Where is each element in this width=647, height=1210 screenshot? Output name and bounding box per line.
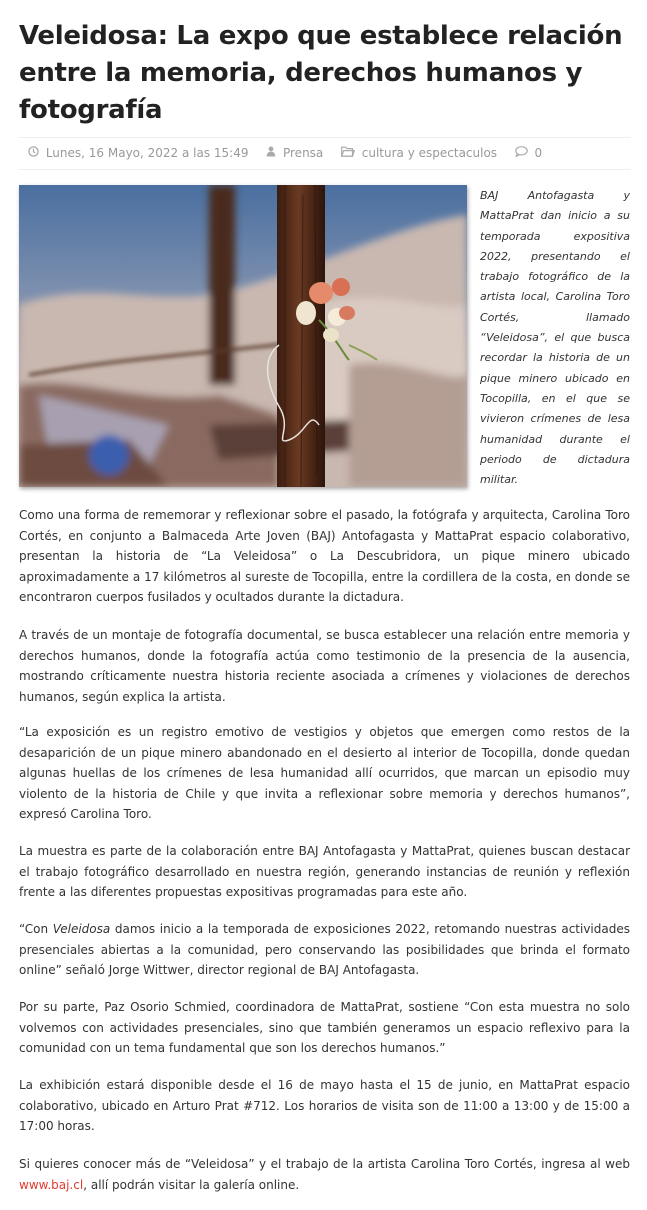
paragraph-8-end: , allí podrán visitar la galería online. <box>83 1177 300 1192</box>
baj-website-link[interactable]: www.baj.cl <box>19 1177 84 1192</box>
exhibition-name: Veleidosa <box>52 922 111 936</box>
paragraph-5-rest: damos inicio a la temporada de exposiciones 2022, retomando nuestras actividades presenciales abiertas a la comunidad, pero conservando las posibilidades que brinda el formato online” señaló Jorge Wittwer, director regional de BAJ Antofagasta. <box>19 922 630 977</box>
paragraph-5 <box>19 919 630 981</box>
article-photo <box>19 185 467 487</box>
paragraph-6: Por su parte, Paz Osorio Schmied, coordinadora de MattaPrat, sostiene “Con esta muestra no solo volvemos con actividades presenciales, sino que también generamos un espacio reflexivo para la comunidad con un tema fundamental que son los derechos humanos.” <box>19 1000 630 1055</box>
paragraph-2: A través de un montaje de fotografía documental, se busca establecer una relación entre memoria y derechos humanos, donde la fotografía actúa como testimonio de la presencia de la ausencia, mostrando críticamente nuestra historia reciente asociada a crímenes y violaciones de derechos humanos, según explica la artista. <box>19 628 630 704</box>
paragraph-8-start: Si quieres conocer más de “Veleidosa” y el trabajo de la artista Carolina Toro Cortés, ingresa al web <box>19 1157 630 1171</box>
article-intro: BAJ Antofagasta y MattaPrat dan inicio a su temporada expositiva 2022, presentando el trabajo fotográfico de la artista local, Carolina Toro Cortés, llamado “Veleidosa”, el que busca recordar la historia de un pique minero ubicado en Tocopilla, en el que se vivieron crímenes de lesa humanidad durante el periodo de dictadura militar. <box>480 189 630 487</box>
post-category-link[interactable]: cultura y espectaculos <box>361 145 498 160</box>
paragraph-7: La exhibición estará disponible desde el 16 de mayo hasta el 15 de junio, en MattaPrat espacio colaborativo, ubicado en Arturo Prat #712. Los horarios de visita son de 11:00 a 13:00 y de 15:00 a 17:00 horas. <box>19 1078 630 1133</box>
post-date[interactable]: Lunes, 16 Mayo, 2022 a las 15:49 <box>45 145 249 160</box>
paragraph-3: “La exposición es un registro emotivo de vestigios y objetos que emergen como restos de la desaparición de un pique minero abandonado en el desierto al interior de Tocopilla, donde quedan algunas huellas de los crímenes de lesa humanidad allí ocurridos, que marcan un episodio muy violento de la historia de Chile y que invita a reflexionar sobre memoria y derechos humanos”, expresó Carolina Toro. <box>19 725 630 821</box>
paragraph-8 <box>19 1154 630 1195</box>
article-meta <box>19 137 631 170</box>
clock-icon <box>28 146 39 160</box>
folder-icon <box>341 146 355 160</box>
user-icon <box>266 146 276 160</box>
post-author[interactable]: Prensa <box>282 145 324 160</box>
paragraph-4: La muestra es parte de la colaboración entre BAJ Antofagasta y MattaPrat, quienes buscan destacar el trabajo fotográfico desarrollado en nuestra región, generando instancias de reunión y reflexión frente a las diferentes propuestas expositivas programadas para este año. <box>19 844 630 899</box>
comment-icon <box>515 146 528 160</box>
quote-open: “Con <box>19 922 53 936</box>
paragraph-1: Como una forma de rememorar y reflexionar sobre el pasado, la fotógrafa y arquitecta, Carolina Toro Cortés, en conjunto a Balmaceda Arte Joven (BAJ) Antofagasta y MattaPrat espacio colaborativo, presentan la historia de “La Veleidosa” o La Descubridora, un pique minero ubicado aproximadamente a 17 kilómetros al sureste de Tocopilla, entre la cordillera de la costa, en donde se encontraron cuerpos fusilados y ocultados durante la dictadura. <box>19 508 630 604</box>
comment-count-link[interactable]: 0 <box>534 145 543 160</box>
article-title: Veleidosa: La expo que establece relación entre la memoria, derechos humanos y fotografía <box>19 21 623 125</box>
